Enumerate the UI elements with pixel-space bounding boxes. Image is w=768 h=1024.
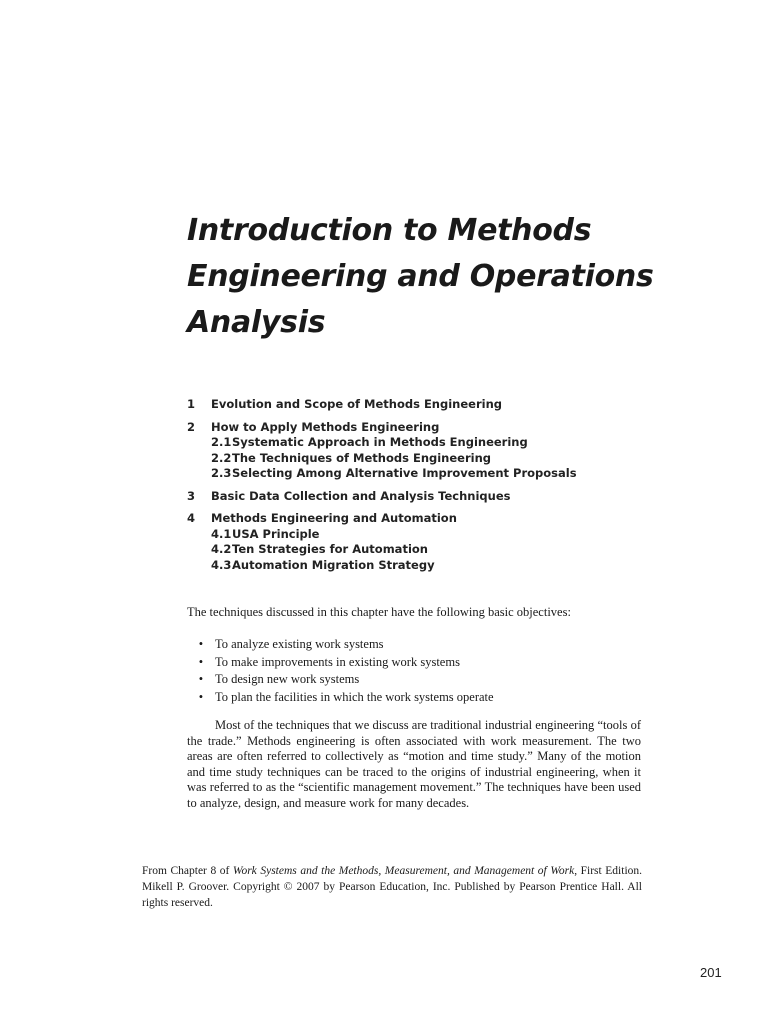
list-item	[187, 654, 627, 672]
toc-subentry-number: 2.2	[211, 450, 232, 465]
toc-subentry	[211, 558, 607, 574]
toc-entry	[187, 511, 607, 573]
list-item	[187, 689, 627, 707]
toc-entry-label: How to Apply Methods Engineering	[211, 419, 440, 434]
toc-subentry	[211, 542, 607, 558]
source-suffix: , First Edition. Mikell P. Groover. Copyright © 2007 by Pearson Education, Inc. Published by Pearson Prentice Hall. All rights reserved.	[142, 865, 643, 909]
toc-subentry-number: 4.1	[211, 526, 232, 541]
body-paragraph: Most of the techniques that we discuss are traditional industrial engineering “tools of the trade.” Methods engineering is often associated with work measurement. The two areas are often referred to collectively as “motion and time study.” Many of the motion and time study techniques can be traced to the origins of industrial engineering, when it was referred to as the “scientific management movement.” The techniques have been used to analyze, design, and measure work for many decades.	[187, 718, 641, 810]
chapter-title-line: Engineering and Operations	[187, 259, 654, 294]
toc-subentry-number: 4.2	[211, 542, 232, 556]
toc-subentry-number: 4.3	[211, 557, 232, 572]
toc-subentry-label: The Techniques of Methods Engineering	[232, 450, 492, 465]
objective-text: To make improvements in existing work systems	[215, 654, 460, 669]
toc-entry-number: 2	[187, 419, 196, 434]
toc-subentry	[211, 435, 607, 451]
objective-text: To analyze existing work systems	[215, 637, 384, 651]
chapter-title-line: Introduction to Methods	[187, 213, 592, 248]
toc-entry	[187, 420, 607, 482]
toc-entry-label: Methods Engineering and Automation	[211, 511, 457, 525]
bullet-icon: •	[198, 654, 204, 669]
bullet-icon: •	[198, 637, 204, 651]
objectives-intro: The techniques discussed in this chapter have the following basic objectives:	[187, 605, 571, 619]
toc-entry-number: 3	[187, 488, 196, 503]
list-item	[187, 636, 627, 654]
chapter-title-line: Analysis	[187, 305, 326, 340]
table-of-contents	[187, 397, 607, 580]
chapter-title	[187, 208, 654, 346]
toc-subentry-label: USA Principle	[232, 526, 320, 541]
objective-text: To plan the facilities in which the work systems operate	[215, 689, 494, 704]
toc-entry	[187, 397, 607, 413]
objective-text: To design new work systems	[215, 672, 360, 687]
toc-entry	[187, 489, 607, 505]
source-book-title: Work Systems and the Methods, Measurement, and Management of Work	[232, 865, 575, 877]
bullet-icon: •	[198, 672, 204, 687]
toc-entry-label: Evolution and Scope of Methods Engineering	[211, 397, 502, 411]
toc-entry-number: 1	[187, 397, 196, 411]
toc-subentry-label: Systematic Approach in Methods Engineering	[232, 435, 528, 449]
page-number: 201	[700, 965, 722, 980]
toc-subentry-label: Selecting Among Alternative Improvement Proposals	[232, 466, 577, 480]
toc-entry-number: 4	[187, 511, 196, 525]
list-item	[187, 671, 627, 689]
toc-subentry-label: Ten Strategies for Automation	[232, 542, 428, 556]
source-prefix: From Chapter 8 of	[142, 865, 233, 877]
objectives-list	[187, 636, 627, 706]
toc-subentry-label: Automation Migration Strategy	[232, 557, 435, 572]
toc-subentry-number: 2.3	[211, 466, 232, 480]
source-note	[142, 863, 642, 911]
toc-subentry	[211, 527, 607, 543]
bullet-icon: •	[198, 689, 204, 704]
toc-subentry-number: 2.1	[211, 435, 232, 449]
toc-entry-label: Basic Data Collection and Analysis Techniques	[211, 488, 511, 503]
toc-subentry	[211, 466, 607, 482]
toc-subentry	[211, 451, 607, 467]
